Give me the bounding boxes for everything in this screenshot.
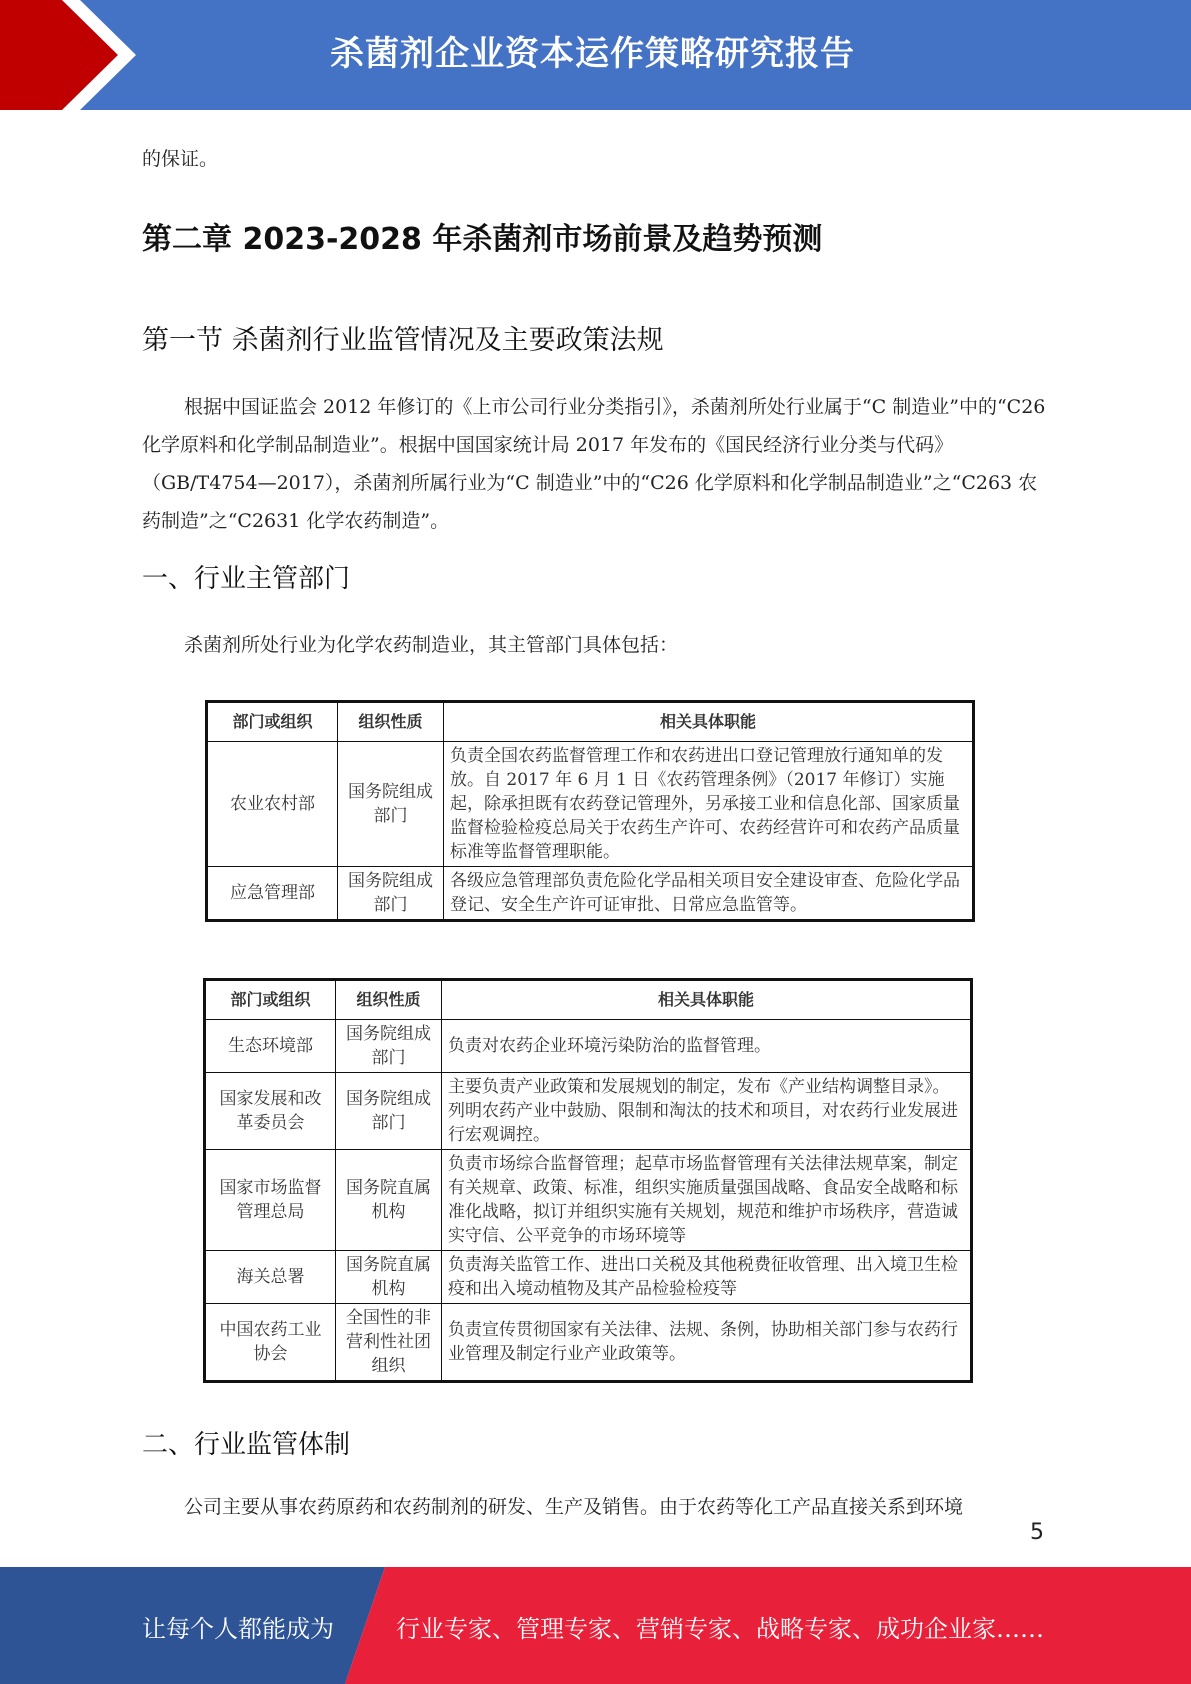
col-header-dept: 部门或组织 [207,702,338,742]
table-row [207,742,974,867]
cell-functions: 各级应急管理部负责危险化学品相关项目安全建设审查、危险化学品登记、安全生产许可证审批、日常应急监管等。 [444,867,974,921]
cell-nature: 国务院组成部门 [336,1073,442,1150]
paragraph-authorities-intro: 杀菌剂所处行业为化学农药制造业，其主管部门具体包括： [184,634,679,656]
table-row [205,1251,972,1304]
cell-dept: 应急管理部 [207,867,338,921]
col-header-dept: 部门或组织 [205,980,336,1020]
cell-nature: 国务院直属机构 [336,1150,442,1251]
table-header-row [207,702,974,742]
table-header-row [205,980,972,1020]
paragraph-classification: 根据中国证监会 2012 年修订的《上市公司行业分类指引》，杀菌剂所处行业属于“C 制造业”中的“C26 化学原料和化学制品制造业”。根据中国国家统计局 2017 年发布的《国民经济行业分类与代码》（GB/T4754—2017），杀菌剂所属行业为“C 制造业”中的“C26 化学原料和化学制品制造业”之“C263 农药制造”之“C2631 化学农药制造”。 [142,396,1046,532]
paragraph-regulation: 公司主要从事农药原药和农药制剂的研发、生产及销售。由于农药等化工产品直接关系到环境 [184,1496,964,1518]
report-title: 杀菌剂企业资本运作策略研究报告 [330,34,855,74]
footer-slogan-right: 行业专家、管理专家、营销专家、战略专家、成功企业家…… [396,1615,1044,1643]
table-row [205,1073,972,1150]
cell-dept: 国家市场监督管理总局 [205,1150,336,1251]
cell-nature: 全国性的非营利性社团组织 [336,1304,442,1382]
text-fragment: 的保证。 [142,148,219,170]
subsection-title-authorities: 一、行业主管部门 [142,564,351,594]
table-row [207,867,974,921]
col-header-functions: 相关具体职能 [444,702,974,742]
section-title: 第一节 杀菌剂行业监管情况及主要政策法规 [142,325,664,356]
cell-functions: 主要负责产业政策和发展规划的制定，发布《产业结构调整目录》。列明农药产业中鼓励、限制和淘汰的技术和项目，对农药行业发展进行宏观调控。 [442,1073,972,1150]
table-row [205,1150,972,1251]
cell-functions: 负责对农药企业环境污染防治的监督管理。 [442,1020,972,1073]
col-header-nature: 组织性质 [338,702,444,742]
cell-dept: 中国农药工业协会 [205,1304,336,1382]
col-header-nature: 组织性质 [336,980,442,1020]
cell-nature: 国务院组成部门 [336,1020,442,1073]
cell-functions: 负责市场综合监督管理；起草市场监督管理有关法律法规草案，制定有关规章、政策、标准，组织实施质量强国战略、食品安全战略和标准化战略，拟订并组织实施有关规划，规范和维护市场秩序，营造诚实守信、公平竞争的市场环境等 [442,1150,972,1251]
page-number: 5 [1030,1520,1044,1545]
cell-dept: 国家发展和改革委员会 [205,1073,336,1150]
page-header [0,0,1191,110]
cell-nature: 国务院组成部门 [338,742,444,867]
cell-dept: 农业农村部 [207,742,338,867]
cell-nature: 国务院直属机构 [336,1251,442,1304]
cell-functions: 负责全国农药监督管理工作和农药进出口登记管理放行通知单的发放。自 2017 年 6 月 1 日《农药管理条例》（2017 年修订）实施起，除承担既有农药登记管理外，另承接工业和信息化部、国家质量监督检验检疫总局关于农药生产许可、农药经营许可和农药产品质量标准等监督管理职能。 [444,742,974,867]
table-row [205,1020,972,1073]
authorities-table-1 [205,700,975,922]
cell-dept: 生态环境部 [205,1020,336,1073]
subsection-title-regulation: 二、行业监管体制 [142,1430,351,1460]
col-header-functions: 相关具体职能 [442,980,972,1020]
table-row [205,1304,972,1382]
cell-functions: 负责海关监管工作、进出口关税及其他税费征收管理、出入境卫生检疫和出入境动植物及其产品检验检疫等 [442,1251,972,1304]
cell-dept: 海关总署 [205,1251,336,1304]
cell-nature: 国务院组成部门 [338,867,444,921]
header-chevron-icon [0,0,150,110]
footer-slogan-left: 让每个人都能成为 [142,1615,334,1643]
cell-functions: 负责宣传贯彻国家有关法律、法规、条例，协助相关部门参与农药行业管理及制定行业产业政策等。 [442,1304,972,1382]
chapter-title: 第二章 2023-2028 年杀菌剂市场前景及趋势预测 [142,222,823,257]
authorities-table-2 [203,978,973,1383]
